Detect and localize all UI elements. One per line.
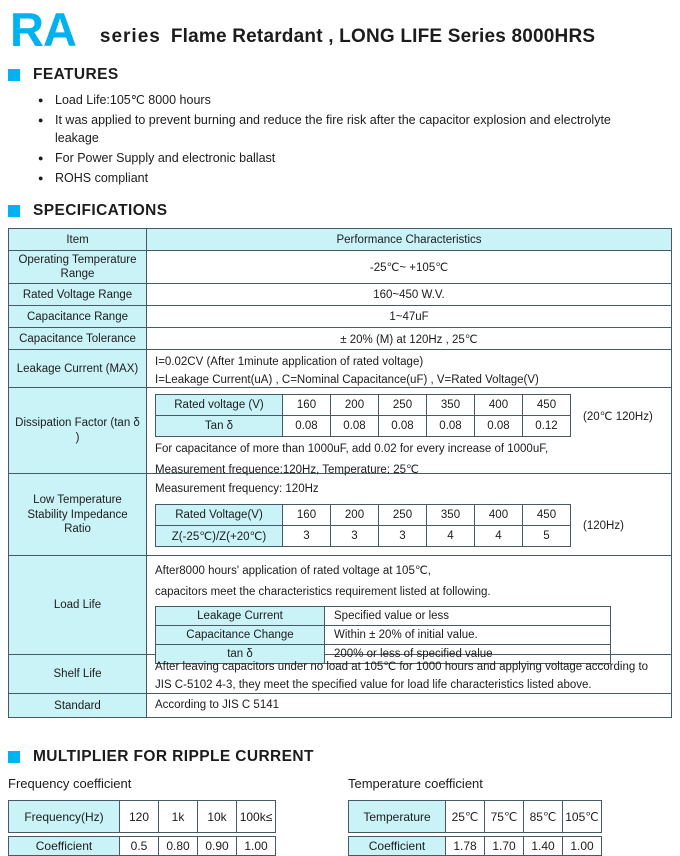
impedance-ratio-cell: 3 [378,526,426,546]
table-row [9,250,671,283]
impedance-ratio-cell: 4 [426,526,474,546]
table-row [9,693,671,717]
specifications-heading-label: SPECIFICATIONS [33,202,168,220]
table-row [9,555,671,660]
voltage-cell: 350 [426,395,474,415]
feature-text: Load Life:105℃ 8000 hours [55,93,211,108]
low-temp-inner-table [155,504,571,547]
row-label: Load Life [9,556,147,654]
coefficient-cell: 0.80 [158,837,197,855]
table-row [9,305,671,327]
multiplier-heading [8,748,672,766]
frequency-cell: 120 [119,801,158,832]
row-value [147,655,671,693]
criterion-value: Specified value or less [324,607,610,625]
table-header-row [8,800,276,833]
voltage-cell: 250 [378,505,426,525]
tan-delta-cell: 0.12 [522,416,570,436]
table-row [156,505,570,525]
impedance-ratio-cell: 3 [282,526,330,546]
specifications-heading [8,202,672,220]
table-row [9,349,671,387]
row-label: Standard [9,694,147,717]
temperature-cell: 105℃ [562,801,601,832]
coefficient-cell: 0.90 [197,837,236,855]
table-row [348,836,602,856]
tan-delta-cell: 0.08 [426,416,474,436]
voltage-cell: 250 [378,395,426,415]
low-temp-note: Measurement frequency: 120Hz [155,483,319,496]
row-value: -25℃~ +105℃ [369,262,449,275]
table-row [9,654,671,693]
performance-column-header: Performance Characteristics [147,229,671,250]
features-heading-label: FEATURES [33,66,119,84]
voltage-cell: 160 [282,395,330,415]
criterion-label: tan δ [156,645,324,663]
frequency-cell: 10k [197,801,236,832]
bullet-icon: ● [38,115,44,126]
frequency-coefficient-block [8,776,276,856]
frequency-header-label: Frequency(Hz) [9,801,119,832]
specifications-table [8,228,672,718]
table-row [9,387,671,477]
voltage-cell: 450 [522,395,570,415]
table-header-row [348,800,602,833]
row-value: ± 20% (M) at 120Hz , 25℃ [340,333,478,346]
row-value: 160~450 W.V. [373,288,445,301]
voltage-cell: 400 [474,505,522,525]
temperature-header-label: Temperature [349,801,445,832]
criterion-label: Capacitance Change [156,626,324,644]
frequency-coefficient-title: Frequency coefficient [8,776,132,792]
voltage-cell: 350 [426,505,474,525]
table-row [156,395,570,415]
row-label: Operating Temperature Range [9,251,147,283]
row-value [147,350,671,387]
feature-text: It was applied to prevent burning and reduce the fire risk after the capacitor explosion and electrolyte leakage [55,113,611,145]
table-header-row [9,229,671,250]
row-value [147,474,671,555]
low-temp-table-line [155,504,671,547]
header [8,3,672,56]
coefficient-row-label: Coefficient [349,837,445,855]
frequency-cell: 1k [158,801,197,832]
temperature-cell: 75℃ [484,801,523,832]
temperature-coefficient-block [348,776,602,856]
list-item [38,150,672,167]
list-item [38,92,672,109]
coefficient-cell: 1.00 [236,837,275,855]
impedance-ratio-cell: 4 [474,526,522,546]
tan-delta-cell: 0.08 [282,416,330,436]
table-row [9,473,671,555]
row-value: 1~47uF [389,310,429,323]
table-row [156,625,610,644]
voltage-cell: 160 [282,505,330,525]
tan-delta-cell: 0.08 [330,416,378,436]
shelf-life-text: After leaving capacitors under no load at 105℃ for 1000 hours and applying voltage according to [155,661,649,674]
impedance-ratio-row-label: Z(-25℃)/Z(+20℃) [156,526,282,546]
voltage-header-label: Rated voltage (V) [156,395,282,415]
row-label: Leakage Current (MAX) [9,350,147,387]
table-row [156,525,570,546]
voltage-cell: 450 [522,505,570,525]
row-value: According to JIS C 5141 [155,699,280,712]
feature-text: ROHS compliant [55,171,149,186]
section-square-icon [8,751,20,763]
load-life-intro: capacitors meet the characteristics requirement listed at following. [155,586,491,599]
frequency-cell: 100k≤ [236,801,275,832]
temperature-cell: 85℃ [523,801,562,832]
list-item [38,112,672,147]
criterion-value: 200% or less of specified value [324,645,610,663]
row-label: Shelf Life [9,655,147,693]
bullet-icon: ● [38,173,44,184]
features-list [38,92,672,187]
leakage-formula: I=0.02CV (After 1minute application of rated voltage) [155,356,424,369]
shelf-life-text: JIS C-5102 4-3, they meet the specified value for load life characteristics listed above. [155,679,592,692]
row-label: Low Temperature Stability Impedance Ratio [9,474,147,555]
criterion-value: Within ± 20% of initial value. [324,626,610,644]
row-label: Dissipation Factor (tan δ ) [9,388,147,473]
table-row [9,283,671,305]
coefficient-cell: 0.5 [119,837,158,855]
coefficient-row-label: Coefficient [9,837,119,855]
temperature-cell: 25℃ [445,801,484,832]
tan-delta-cell: 0.08 [474,416,522,436]
coefficient-cell: 1.40 [523,837,562,855]
coefficient-cell: 1.78 [445,837,484,855]
temperature-coefficient-title: Temperature coefficient [348,776,483,792]
section-square-icon [8,69,20,81]
voltage-cell: 400 [474,395,522,415]
voltage-cell: 200 [330,505,378,525]
measurement-condition: (20℃ 120Hz) [583,410,653,423]
row-value [147,388,671,477]
criterion-label: Leakage Current [156,607,324,625]
table-row [156,607,610,625]
title-rest: Flame Retardant , LONG LIFE Series 8000HRS [170,26,596,48]
dissipation-inner-table [155,394,571,437]
feature-text: For Power Supply and electronic ballast [55,150,276,165]
item-column-header: Item [9,229,147,250]
leakage-legend: I=Leakage Current(uA) , C=Nominal Capacitance(uF) , V=Rated Voltage(V) [155,374,539,387]
table-row [8,836,276,856]
tan-delta-cell: 0.08 [378,416,426,436]
bullet-icon: ● [38,95,44,106]
load-life-intro: After8000 hours' application of rated voltage at 105℃, [155,565,431,578]
series-logo: RA [10,3,76,56]
impedance-ratio-cell: 3 [330,526,378,546]
table-row [156,415,570,436]
page-title [100,26,595,48]
section-square-icon [8,205,20,217]
coefficient-cell: 1.00 [562,837,601,855]
multiplier-tables [8,776,672,856]
list-item [38,170,672,187]
voltage-cell: 200 [330,395,378,415]
dissipation-table-line [155,394,671,437]
dissipation-note: Measurement frequence:120Hz, Temperature: 25℃ [155,464,419,477]
table-row [9,327,671,349]
tan-delta-row-label: Tan δ [156,416,282,436]
row-label: Capacitance Tolerance [9,328,147,349]
dissipation-note: For capacitance of more than 1000uF, add 0.02 for every increase of 1000uF, [155,443,549,456]
features-heading [8,66,672,84]
voltage-header-label: Rated Voltage(V) [156,505,282,525]
row-label: Capacitance Range [9,306,147,327]
row-value [147,556,671,660]
multiplier-heading-label: MULTIPLIER FOR RIPPLE CURRENT [33,748,314,766]
bullet-icon: ● [38,152,44,163]
measurement-condition: (120Hz) [583,519,624,532]
row-label: Rated Voltage Range [9,284,147,305]
title-series-word: series [99,26,161,48]
coefficient-cell: 1.70 [484,837,523,855]
impedance-ratio-cell: 5 [522,526,570,546]
